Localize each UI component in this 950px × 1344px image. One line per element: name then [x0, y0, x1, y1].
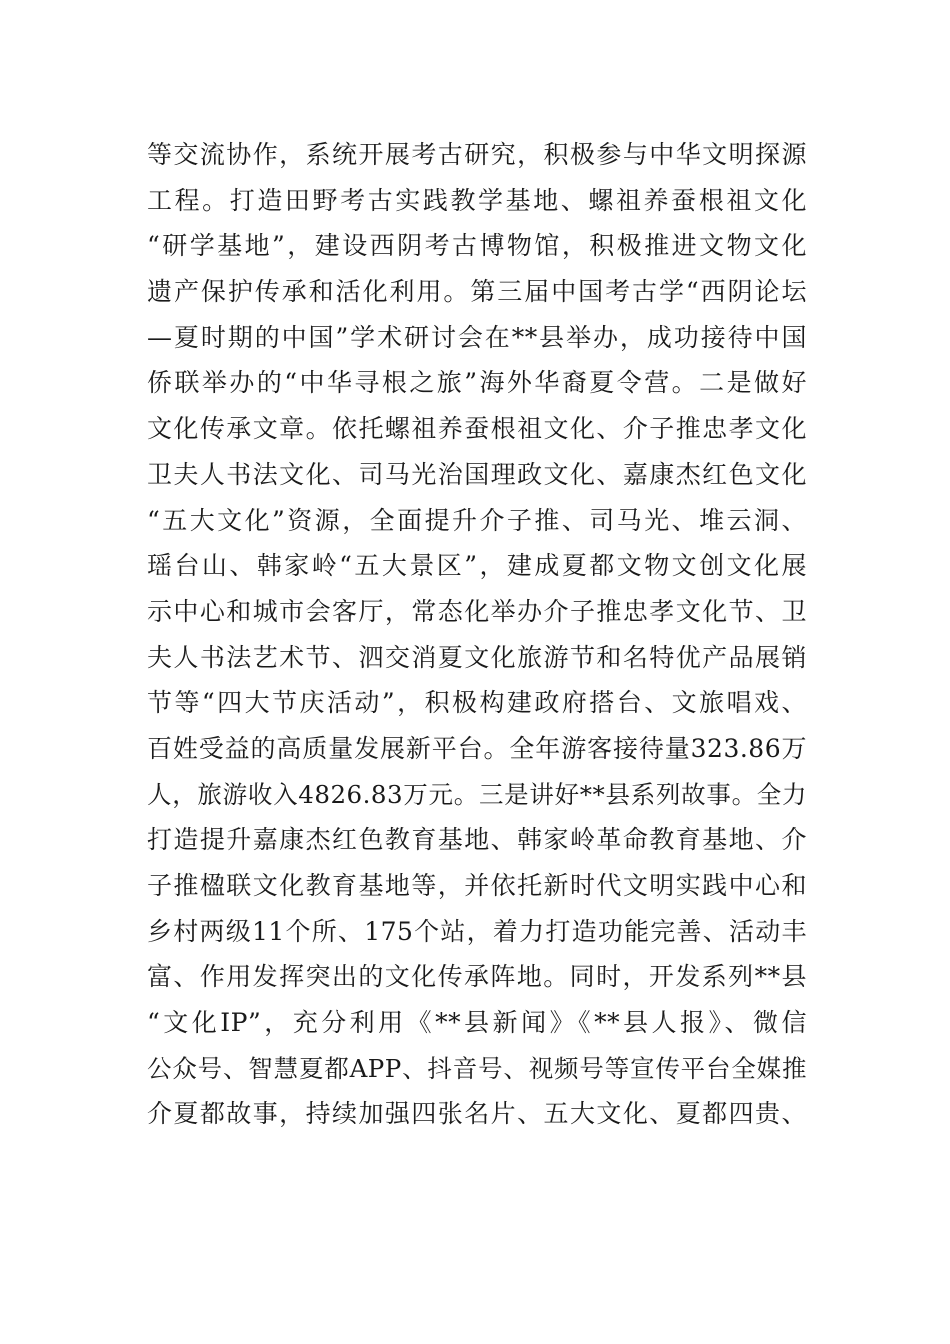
text-line: 遗产保护传承和活化利用。第三届中国考古学“西阴论坛 — [147, 277, 807, 307]
text-line: 人，旅游收入4826.83万元。三是讲好**县系列故事。全力 — [147, 779, 807, 809]
text-line: 打造提升嘉康杰红色教育基地、韩家岭革命教育基地、介 — [147, 825, 807, 855]
text-line: 公众号、智慧夏都APP、抖音号、视频号等宣传平台全媒推 — [147, 1053, 807, 1083]
text-line: 夫人书法艺术节、泗交消夏文化旅游节和名特优产品展销 — [147, 642, 807, 672]
text-line: 百姓受益的高质量发展新平台。全年游客接待量323.86万 — [147, 733, 807, 763]
body-paragraph — [147, 132, 807, 1137]
text-line: “五大文化”资源，全面提升介子推、司马光、堆云洞、 — [147, 505, 807, 535]
text-line: 乡村两级11个所、175个站，着力打造功能完善、活动丰 — [147, 916, 807, 946]
text-line: 侨联举办的“中华寻根之旅”海外华裔夏令营。二是做好 — [147, 368, 807, 398]
text-line: 节等“四大节庆活动”，积极构建政府搭台、文旅唱戏、 — [147, 688, 807, 718]
text-line: 子推楹联文化教育基地等，并依托新时代文明实践中心和 — [147, 871, 807, 900]
text-line: 富、作用发挥突出的文化传承阵地。同时，开发系列**县 — [147, 962, 807, 992]
text-line: 工程。打造田野考古实践教学基地、螺祖养蚕根祖文化 — [147, 185, 807, 215]
text-line: “研学基地”，建设西阴考古博物馆，积极推进文物文化 — [147, 231, 807, 261]
text-line: —夏时期的中国”学术研讨会在**县举办，成功接待中国 — [147, 322, 807, 352]
text-line: 示中心和城市会客厅，常态化举办介子推忠孝文化节、卫 — [147, 596, 807, 626]
text-line: 瑶台山、韩家岭“五大景区”，建成夏都文物文创文化展 — [147, 551, 807, 581]
text-line: 文化传承文章。依托螺祖养蚕根祖文化、介子推忠孝文化 — [147, 414, 807, 444]
text-line: 卫夫人书法文化、司马光治国理政文化、嘉康杰红色文化 — [147, 459, 807, 489]
text-line: 介夏都故事，持续加强四张名片、五大文化、夏都四贵、 — [147, 1099, 807, 1129]
text-line: 等交流协作，系统开展考古研究，积极参与中华文明探源 — [147, 140, 807, 169]
text-line: “文化IP”，充分利用《**县新闻》《**县人报》、微信 — [147, 1008, 807, 1038]
